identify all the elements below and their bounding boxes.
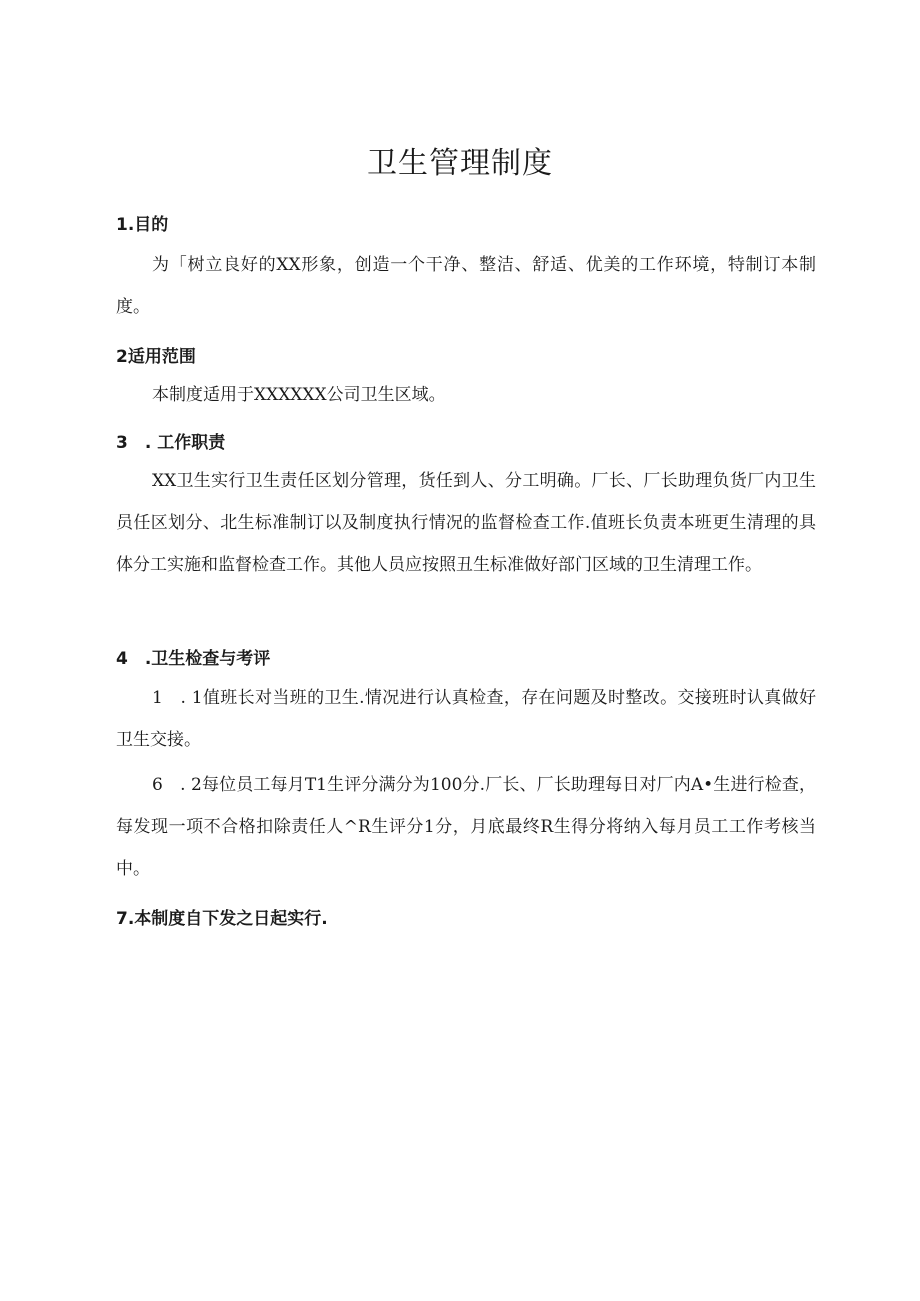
section-heading-purpose: 1.目的	[116, 215, 169, 235]
document-title: 卫生管理制度	[367, 146, 553, 181]
section-paragraph-scope: 本制度适用于XXXXXX公司卫生区域。	[152, 385, 446, 405]
section-heading-effective: 7.本制度自下发之日起实行.	[116, 909, 328, 929]
section-paragraph-inspection-2: 6 . 2每位员工每月T1生评分满分为100分.厂长、厂长助理每日对厂内A•生进行检查，每发现一项不合格扣除责任人^R生评分1分，月底最终R生得分将纳入每月员工工作考核当中。	[116, 775, 816, 879]
section-heading-duties: 3 . 工作职责	[116, 433, 226, 453]
section-heading-inspection: 4 .卫生检查与考评	[116, 649, 271, 669]
section-paragraph-duties: XX卫生实行卫生责任区划分管理，货任到人、分工明确。厂长、厂长助理负货厂内卫生员任区划分、北生标准制订以及制度执行情况的监督检查工作.值班长负责本班更生清理的具体分工实施和监督检查工作。其他人员应按照丑生标准做好部门区域的卫生清理工作。	[116, 471, 816, 575]
section-paragraph-inspection-1: 1 . 1值班长对当班的卫生.情况进行认真检查，存在问题及时整改。交接班时认真做好卫生交接。	[116, 688, 816, 750]
section-paragraph-purpose: 为「树立良好的XX形象，创造一个干净、整洁、舒适、优美的工作环境，特制订本制度。	[116, 255, 816, 317]
section-heading-scope: 2适用范围	[116, 347, 196, 367]
